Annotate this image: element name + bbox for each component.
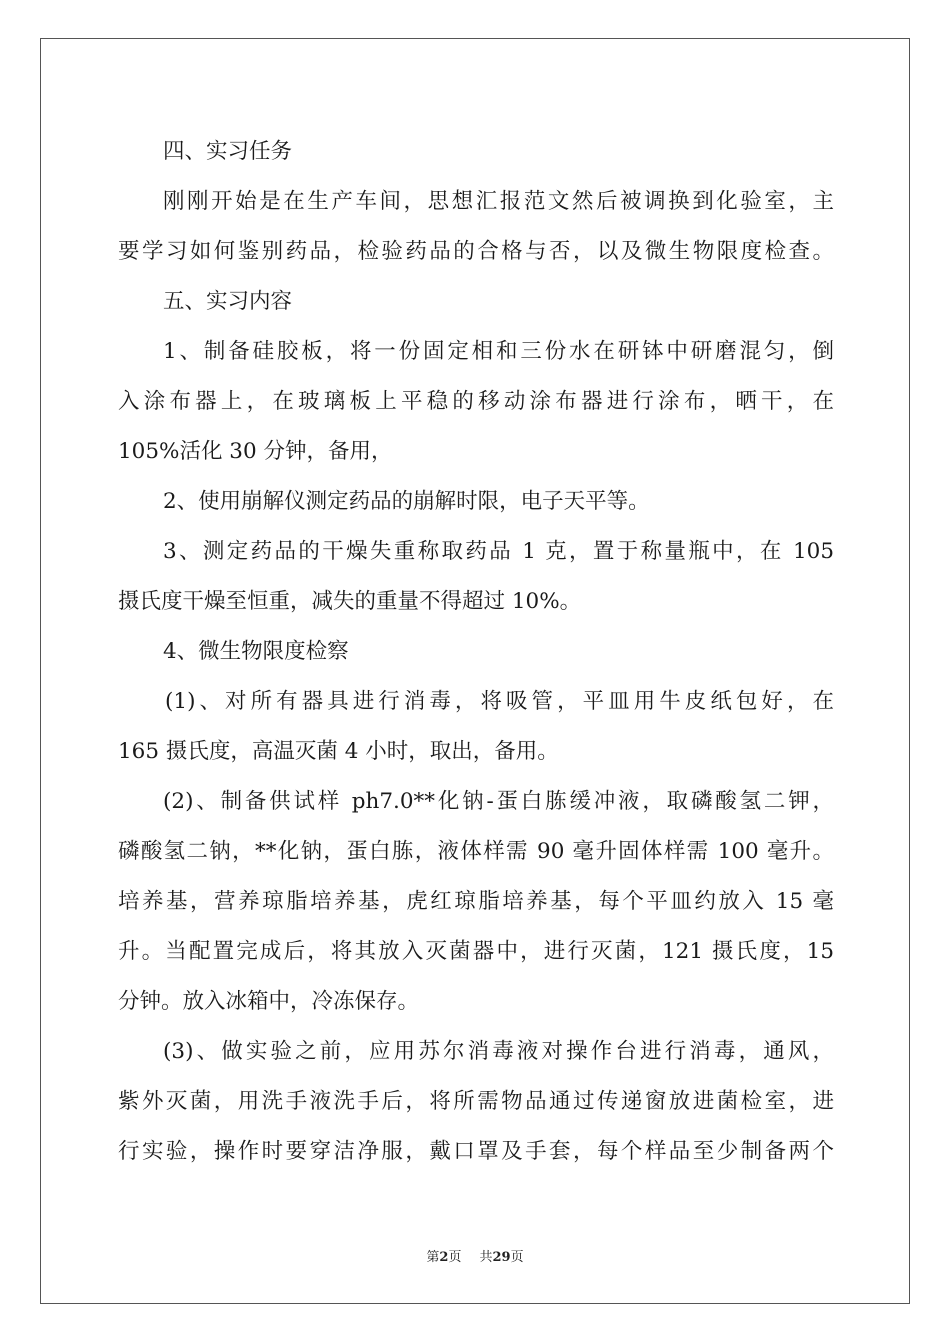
paragraph-line: 刚刚开始是在生产车间，思想汇报范文然后被调换到化验室，主 [163,189,834,214]
paragraph-line: 2、使用崩解仪测定药品的崩解时限，电子天平等。 [163,489,650,514]
paragraph-line: (1)、对所有器具进行消毒，将吸管，平皿用牛皮纸包好，在 [165,689,834,714]
total-suffix: 页 [510,1250,524,1265]
paragraph-line: 入涂布器上，在玻璃板上平稳的移动涂布器进行涂布，晒干，在 [118,389,834,414]
paragraph-line: 行实验，操作时要穿洁净服，戴口罩及手套，每个样品至少制备两个 [118,1139,834,1164]
subsection-heading: 4、微生物限度检察 [163,639,349,664]
total-pages: 29 [492,1250,511,1265]
document-body [118,127,834,1177]
paragraph-line: (3)、做实验之前，应用苏尔消毒液对操作台进行消毒，通风， [163,1039,834,1064]
paragraph-line: 3、测定药品的干燥失重称取药品 1 克，置于称量瓶中，在 105 [163,539,834,564]
paragraph-line: 165 摄氏度，高温灭菌 4 小时，取出，备用。 [118,739,559,764]
total-prefix: 共 [479,1250,493,1265]
page-number: 2 [439,1250,449,1265]
page-prefix: 第 [426,1250,440,1265]
page-suffix: 页 [448,1250,462,1265]
paragraph-line: (2)、制备供试样 ph7.0**化钠-蛋白胨缓冲液，取磷酸氢二钾， [163,789,834,814]
paragraph-line: 培养基，营养琼脂培养基，虎红琼脂培养基，每个平皿约放入 15 毫 [118,889,834,914]
paragraph-line: 分钟。放入冰箱中，冷冻保存。 [118,989,420,1014]
paragraph-line: 105%活化 30 分钟，备用， [118,439,393,464]
paragraph-line: 紫外灭菌，用洗手液洗手后，将所需物品通过传递窗放进菌检室，进 [118,1089,834,1114]
paragraph-line: 要学习如何鉴别药品，检验药品的合格与否，以及微生物限度检查。 [118,239,834,264]
section-heading-tasks: 四、实习任务 [163,139,293,164]
paragraph-line: 升。当配置完成后，将其放入灭菌器中，进行灭菌，121 摄氏度，15 [118,939,834,964]
page-footer [0,1246,950,1265]
paragraph-line: 1、制备硅胶板，将一份固定相和三份水在研钵中研磨混匀，倒 [163,339,834,364]
paragraph-line: 摄氏度干燥至恒重，减失的重量不得超过 10%。 [118,589,582,614]
paragraph-line: 磷酸氢二钠，**化钠，蛋白胨，液体样需 90 毫升固体样需 100 毫升。 [118,839,834,864]
section-heading-content: 五、实习内容 [163,289,293,314]
